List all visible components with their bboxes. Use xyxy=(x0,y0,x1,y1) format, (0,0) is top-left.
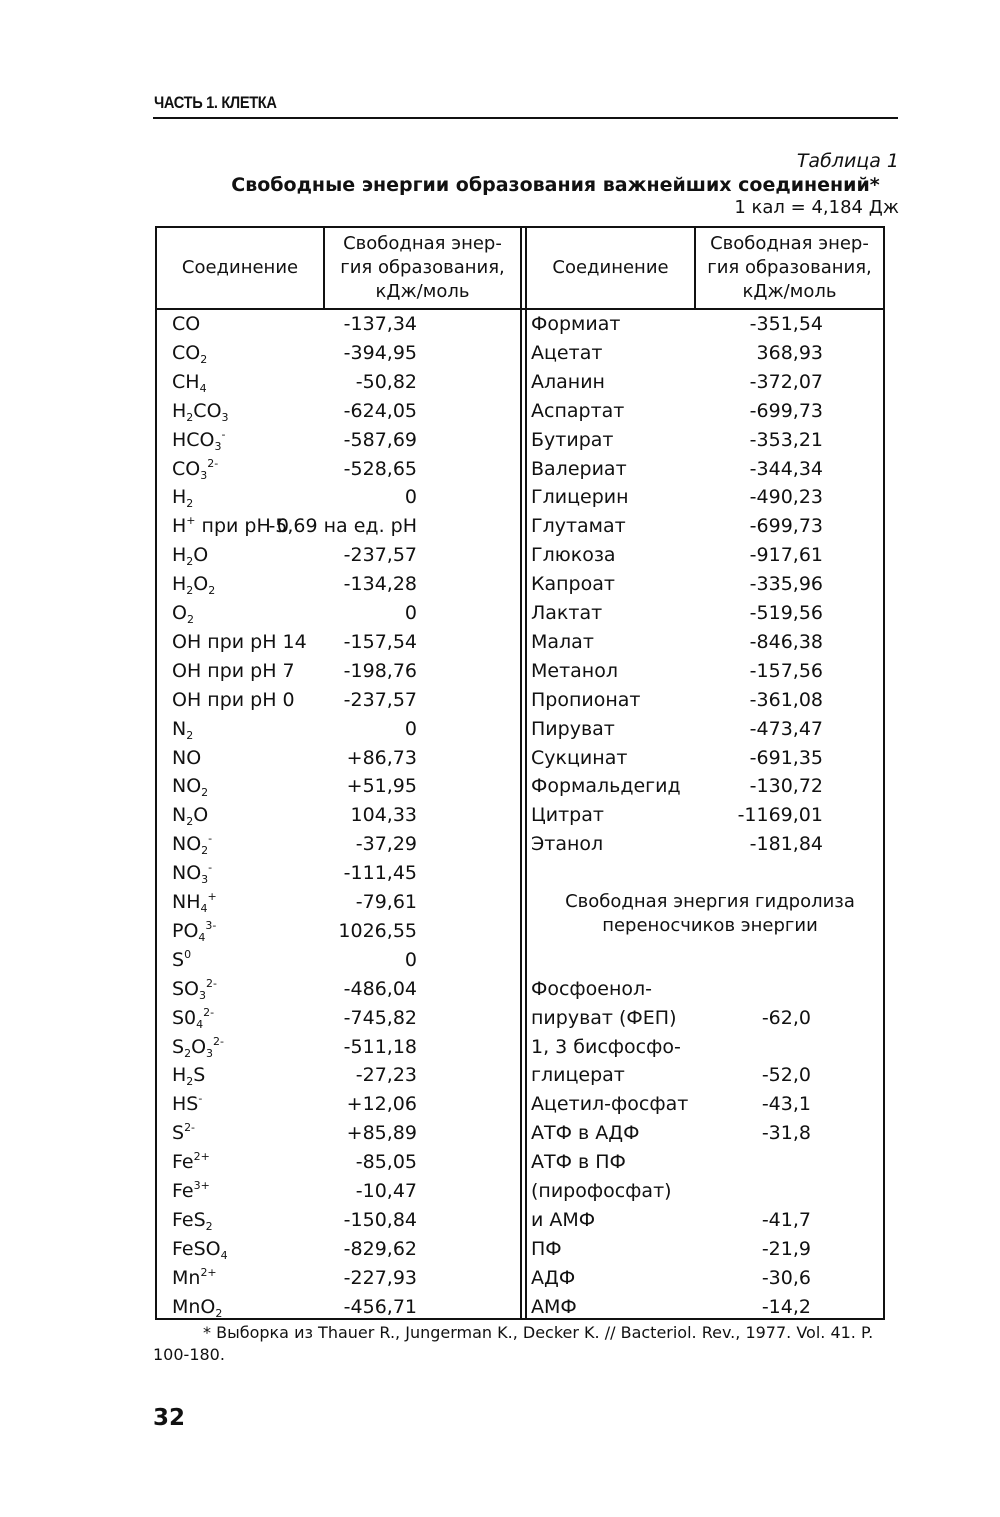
carrier-name: и АМФ xyxy=(531,1208,596,1231)
table-row xyxy=(157,368,883,397)
table-row xyxy=(157,715,883,744)
hydrolysis-energy-value: -41,7 xyxy=(761,1208,811,1231)
formation-energy-value: -1169,01 xyxy=(737,804,823,827)
compound-formula: $O_2$ xyxy=(172,602,194,626)
formation-energy-value: -10,47 xyxy=(355,1180,417,1202)
table-row xyxy=(157,570,883,599)
compound-name: Аланин xyxy=(531,370,605,393)
table-row xyxy=(157,426,883,455)
hydrolysis-energy-value: -52,0 xyxy=(761,1064,811,1087)
compound-name: Глюкоза xyxy=(531,544,616,567)
table-row xyxy=(157,657,883,686)
formation-energy-value: -486,04 xyxy=(343,977,417,1000)
compound-name: Валериат xyxy=(531,457,627,480)
table-row xyxy=(157,801,883,830)
compound-formula: $H_2$ xyxy=(172,486,194,511)
table-row xyxy=(157,946,883,975)
compound-formula: $Mn^{2+}$ xyxy=(172,1265,217,1289)
compound-formula: CO xyxy=(172,313,201,335)
compound-name: Аспартат xyxy=(531,399,625,422)
formation-energy-value: -27,23 xyxy=(355,1064,417,1087)
formation-energy-value: -394,95 xyxy=(343,341,417,364)
formation-energy-value: -335,96 xyxy=(749,573,823,596)
table-row xyxy=(157,628,883,657)
compound-formula: $NH_4^+$ xyxy=(172,890,217,915)
formation-energy-value: 0 xyxy=(404,948,417,971)
formation-energy-value: -699,73 xyxy=(749,399,823,422)
table-row xyxy=(157,512,883,541)
compound-formula: $SO_3^{2-}$ xyxy=(172,976,217,1002)
formation-energy-value: -5,69 на ед. pH xyxy=(268,515,417,538)
compound-name: Сукцинат xyxy=(531,746,628,769)
formation-energy-value: -157,56 xyxy=(749,659,823,682)
compound-formula: $N_2O$ xyxy=(172,804,209,829)
compound-name: Формальдегид xyxy=(531,775,681,798)
hydrolysis-energy-value: -62,0 xyxy=(761,1006,811,1029)
compound-formula: H+ при pH 0 xyxy=(172,514,289,538)
table-row xyxy=(157,859,883,888)
formation-energy-value: -130,72 xyxy=(749,775,823,798)
formation-energy-value: -587,69 xyxy=(343,428,417,451)
table-row xyxy=(157,1206,883,1235)
formation-energy-value: -237,57 xyxy=(343,544,417,567)
compound-formula: $HCO_3^-$ xyxy=(172,427,226,453)
table-row xyxy=(157,1177,883,1206)
formation-energy-value: 0 xyxy=(404,602,417,624)
compound-name: Пропионат xyxy=(531,688,641,711)
footnote: * Выборка из Thauer R., Jungerman K., Decker K. // Bacteriol. Rev., 1977. Vol. 41. P. 100-180. xyxy=(153,1323,874,1364)
header-compound-left: Соединение xyxy=(181,257,299,278)
formation-energy-value: -490,23 xyxy=(749,486,823,509)
table-row xyxy=(157,744,883,773)
table-row xyxy=(157,397,883,426)
compound-formula: $H_2CO_3$ xyxy=(172,399,229,424)
compound-formula: FeS$_2$ xyxy=(172,1208,213,1233)
formation-energy-value: -111,45 xyxy=(343,862,417,885)
formation-energy-value: +51,95 xyxy=(346,775,417,798)
compound-formula: OH при pH 0 xyxy=(172,688,295,711)
formation-energy-value: -511,18 xyxy=(343,1035,417,1058)
header-energy-line: кДж/моль xyxy=(742,281,837,302)
hydrolysis-energy-value: -14,2 xyxy=(761,1295,811,1318)
table-row xyxy=(157,1148,883,1177)
unit-note: 1 кал = 4,184 Дж xyxy=(734,197,899,218)
table-row xyxy=(157,483,883,512)
compound-name: Цитрат xyxy=(531,804,604,827)
energy-table xyxy=(155,226,885,1320)
formation-energy-value: -519,56 xyxy=(749,602,823,624)
carrier-name: глицерат xyxy=(531,1064,625,1087)
formation-energy-value: -37,29 xyxy=(355,833,417,856)
formation-energy-value: -237,57 xyxy=(343,688,417,711)
carrier-name: (пирофосфат) xyxy=(531,1180,672,1202)
compound-name: Капроат xyxy=(531,573,615,596)
formation-energy-value: -528,65 xyxy=(343,457,417,480)
table-row xyxy=(157,599,883,628)
header-compound-right: Соединение xyxy=(552,257,669,278)
formation-energy-value: -456,71 xyxy=(343,1295,417,1318)
carrier-name: Фосфоенол- xyxy=(531,977,653,1000)
compound-formula: $NO_2$ xyxy=(172,775,209,800)
compound-formula: $Fe^{2+}$ xyxy=(172,1150,210,1174)
table-row xyxy=(157,1061,883,1090)
compound-name: Пируват xyxy=(531,717,615,740)
formation-energy-value: -691,35 xyxy=(749,746,823,769)
table-row xyxy=(157,1004,883,1033)
formation-energy-value: -198,76 xyxy=(343,659,417,682)
carrier-name: 1, 3 бисфосфо- xyxy=(531,1035,681,1058)
formation-energy-value: +12,06 xyxy=(346,1093,417,1116)
formation-energy-value: -85,05 xyxy=(355,1151,417,1174)
compound-formula: $S^{2-}$ xyxy=(172,1121,196,1145)
table-row xyxy=(157,772,883,801)
table-row xyxy=(157,830,883,859)
compound-formula: NO xyxy=(172,746,202,769)
compound-formula: $CO_2$ xyxy=(172,341,208,366)
formation-energy-value: +86,73 xyxy=(346,746,417,769)
formation-energy-value: -150,84 xyxy=(343,1208,417,1231)
compound-formula: HS- xyxy=(172,1092,203,1116)
hydrolysis-energy-value: -43,1 xyxy=(761,1093,811,1116)
compound-formula: $PO_4^{3-}$ xyxy=(172,918,217,944)
header-energy-line: кДж/моль xyxy=(375,281,470,302)
table-row xyxy=(157,1235,883,1264)
formation-energy-value: -829,62 xyxy=(343,1237,417,1260)
header-energy-left xyxy=(325,228,520,308)
header-energy-right xyxy=(696,228,883,308)
carrier-name: АТФ в ПФ xyxy=(531,1151,626,1174)
compound-formula: MnO$_2$ xyxy=(172,1295,223,1320)
compound-formula: $H_2O_2$ xyxy=(172,573,216,598)
formation-energy-value: -917,61 xyxy=(749,544,823,567)
compound-name: Глицерин xyxy=(531,486,629,509)
formation-energy-value: -745,82 xyxy=(343,1006,417,1029)
compound-name: Бутират xyxy=(531,428,614,451)
formation-energy-value: 1026,55 xyxy=(338,919,417,942)
carrier-name: АМФ xyxy=(531,1295,577,1318)
table-row xyxy=(157,310,883,339)
compound-name: Метанол xyxy=(531,659,618,682)
compound-formula: $S^0$ xyxy=(172,947,192,971)
formation-energy-value: -351,54 xyxy=(749,313,823,335)
hydrolysis-energy-value: -30,6 xyxy=(761,1266,811,1289)
compound-formula: FeSO$_4$ xyxy=(172,1237,228,1262)
table-row xyxy=(157,541,883,570)
compound-formula: $CO_3^{2-}$ xyxy=(172,456,219,482)
formation-energy-value: -137,34 xyxy=(343,313,417,335)
table-row xyxy=(157,1090,883,1119)
formation-energy-value: -372,07 xyxy=(749,370,823,393)
hydrolysis-section-heading xyxy=(527,890,887,938)
formation-energy-value: -79,61 xyxy=(355,891,417,913)
carrier-name: ПФ xyxy=(531,1237,562,1260)
compound-formula: $H_2O$ xyxy=(172,544,209,569)
formation-energy-value: 368,93 xyxy=(756,341,823,364)
header-energy-line: Свободная энер- xyxy=(343,233,502,254)
compound-name: Глутамат xyxy=(531,515,626,538)
formation-energy-value: -181,84 xyxy=(749,833,823,856)
table-row xyxy=(157,455,883,484)
hydrolysis-energy-value: -21,9 xyxy=(761,1237,811,1260)
compound-formula: $N_2$ xyxy=(172,717,194,742)
formation-energy-value: -353,21 xyxy=(749,428,823,451)
table-row xyxy=(157,1293,883,1322)
header-rule xyxy=(153,117,898,119)
table-row xyxy=(157,1119,883,1148)
formation-energy-value: 104,33 xyxy=(350,804,417,827)
compound-name: Этанол xyxy=(531,833,604,856)
hydrolysis-energy-value: -31,8 xyxy=(761,1122,811,1145)
carrier-name: АТФ в АДФ xyxy=(531,1122,640,1145)
page-number: 32 xyxy=(153,1405,186,1431)
table-row xyxy=(157,1264,883,1293)
formation-energy-value: -344,34 xyxy=(749,457,823,480)
compound-name: Лактат xyxy=(531,602,603,624)
table-row xyxy=(157,339,883,368)
formation-energy-value: 0 xyxy=(404,486,417,509)
compound-formula: $S_2O_3^{2-}$ xyxy=(172,1034,224,1060)
running-head: ЧАСТЬ 1. КЛЕТКА xyxy=(154,93,277,112)
header-energy-line: гия образования, xyxy=(340,257,505,278)
formation-energy-value: -846,38 xyxy=(749,630,823,653)
formation-energy-value: -361,08 xyxy=(749,688,823,711)
table-number: Таблица 1 xyxy=(796,150,899,172)
table-row xyxy=(157,1033,883,1062)
formation-energy-value: -624,05 xyxy=(343,399,417,422)
formation-energy-value: -699,73 xyxy=(749,515,823,538)
carrier-name: АДФ xyxy=(531,1266,576,1289)
formation-energy-value: -50,82 xyxy=(355,370,417,393)
formation-energy-value: -134,28 xyxy=(343,573,417,596)
compound-formula: OH при pH 7 xyxy=(172,659,295,682)
formation-energy-value: -227,93 xyxy=(343,1266,417,1289)
carrier-name: Ацетил-фосфат xyxy=(531,1093,689,1116)
compound-formula: $S0_4^{2-}$ xyxy=(172,1005,215,1031)
hydrolysis-heading-line: переносчиков энергии xyxy=(602,915,818,936)
compound-name: Формиат xyxy=(531,313,621,335)
compound-name: Ацетат xyxy=(531,341,603,364)
table-row xyxy=(157,975,883,1004)
compound-formula: $H_2S$ xyxy=(172,1064,206,1089)
compound-formula: OH при pH 14 xyxy=(172,630,307,653)
compound-formula: $CH_4$ xyxy=(172,370,207,395)
formation-energy-value: -157,54 xyxy=(343,630,417,653)
header-energy-line: Свободная энер- xyxy=(710,233,869,254)
formation-energy-value: +85,89 xyxy=(346,1122,417,1145)
carrier-name: пируват (ФЕП) xyxy=(531,1006,677,1029)
formation-energy-value: -473,47 xyxy=(749,717,823,740)
table-row xyxy=(157,686,883,715)
formation-energy-value: 0 xyxy=(404,717,417,740)
compound-formula: $Fe^{3+}$ xyxy=(172,1179,210,1202)
compound-name: Малат xyxy=(531,630,594,653)
header-energy-line: гия образования, xyxy=(707,257,872,278)
hydrolysis-heading-line: Свободная энергия гидролиза xyxy=(565,891,855,912)
compound-formula: $NO_2^-$ xyxy=(172,832,213,858)
compound-formula: $NO_3^-$ xyxy=(172,861,213,887)
table-title: Свободные энергии образования важнейших соединений* xyxy=(231,174,880,196)
